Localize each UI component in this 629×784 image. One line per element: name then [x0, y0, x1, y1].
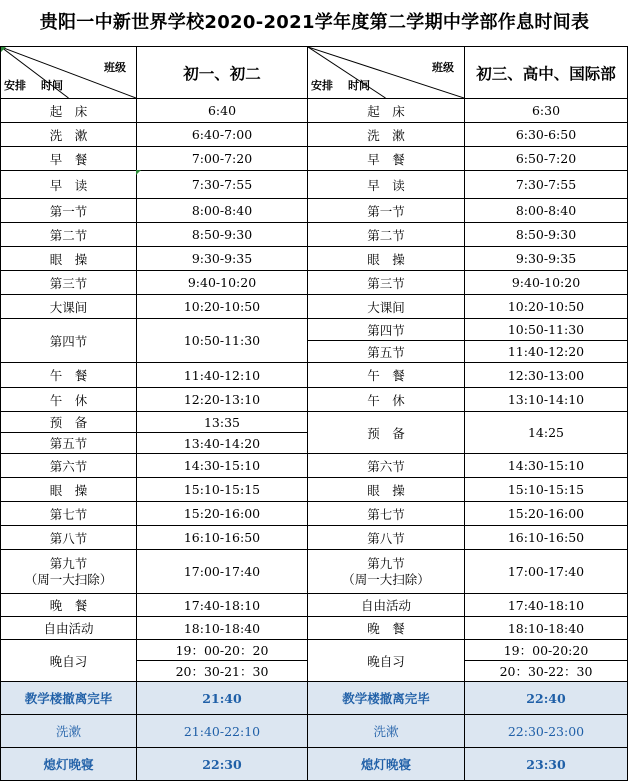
time-cell: 22:30	[137, 748, 308, 781]
time-cell: 7:00-7:20	[137, 147, 308, 171]
class-label: 班级	[432, 61, 454, 74]
time-cell: 6:40-7:00	[137, 123, 308, 147]
time-cell: 10:50-11:30	[465, 319, 628, 341]
arrange-label: 安排	[311, 79, 333, 92]
activity-cell: 眼 操	[1, 478, 137, 502]
activity-cell: 第四节	[1, 319, 137, 363]
time-cell: 21:40	[137, 682, 308, 715]
time-cell: 9:30-9:35	[137, 247, 308, 271]
activity-cell: 大课间	[1, 295, 137, 319]
activity-cell: 第八节	[1, 526, 137, 550]
activity-cell: 午 餐	[308, 363, 465, 388]
activity-cell: 第四节	[308, 319, 465, 341]
time-cell: 23:30	[465, 748, 628, 781]
time-cell: 9:30-9:35	[465, 247, 628, 271]
table-row	[1, 454, 628, 478]
time-cell: 17:00-17:40	[465, 550, 628, 594]
page-title: 贵阳一中新世界学校2020-2021学年度第二学期中学部作息时间表	[39, 12, 590, 33]
time-cell: 19：00-20：20	[137, 640, 308, 661]
activity-cell: 晚自习	[308, 640, 465, 682]
time-cell: 12:30-13:00	[465, 363, 628, 388]
time-cell: 11:40-12:20	[465, 341, 628, 363]
time-cell: 11:40-12:10	[137, 363, 308, 388]
table-row	[1, 171, 628, 199]
time-cell: 17:40-18:10	[137, 594, 308, 617]
time-cell: 15:10-15:15	[137, 478, 308, 502]
activity-cell: 午 休	[1, 388, 137, 412]
activity-cell: 眼 操	[308, 478, 465, 502]
time-cell: 18:10-18:40	[137, 617, 308, 640]
table-row	[1, 147, 628, 171]
time-cell: 17:40-18:10	[465, 594, 628, 617]
table-row	[1, 199, 628, 223]
class-label: 班级	[104, 61, 126, 74]
time-cell: 15:10-15:15	[465, 478, 628, 502]
activity-cell: 第七节	[1, 502, 137, 526]
table-row	[1, 550, 628, 594]
time-cell: 22:30-23:00	[465, 715, 628, 748]
time-cell: 6:40	[137, 99, 308, 123]
table-row	[1, 715, 628, 748]
time-cell: 22:40	[465, 682, 628, 715]
activity-cell: 早 餐	[1, 147, 137, 171]
activity-cell: 早 餐	[308, 147, 465, 171]
activity-cell: 洗漱	[1, 715, 137, 748]
cell-comment-marker	[1, 47, 6, 52]
time-cell: 8:00-8:40	[465, 199, 628, 223]
activity-cell: 第六节	[308, 454, 465, 478]
activity-cell: 晚 餐	[308, 617, 465, 640]
activity-cell: 教学楼撤离完毕	[1, 682, 137, 715]
header-corner-right	[308, 47, 465, 99]
header-row	[1, 47, 628, 99]
activity-cell: 洗漱	[308, 715, 465, 748]
activity-cell: 午 餐	[1, 363, 137, 388]
time-cell: 16:10-16:50	[465, 526, 628, 550]
table-row	[1, 319, 628, 341]
time-label: 时间	[348, 79, 370, 92]
time-cell: 12:20-13:10	[137, 388, 308, 412]
activity-cell	[308, 550, 465, 594]
activity-cell: 第三节	[1, 271, 137, 295]
table-row	[1, 748, 628, 781]
activity-note: （周一大扫除）	[342, 571, 430, 587]
activity-note: （周一大扫除）	[24, 571, 113, 587]
activity-cell: 熄灯晚寝	[308, 748, 465, 781]
activity-cell: 教学楼撤离完毕	[308, 682, 465, 715]
activity-cell: 熄灯晚寝	[1, 748, 137, 781]
activity-cell	[1, 550, 137, 594]
table-row	[1, 295, 628, 319]
time-cell: 10:20-10:50	[465, 295, 628, 319]
time-cell: 8:00-8:40	[137, 199, 308, 223]
schedule-table	[0, 46, 629, 781]
time-cell: 20：30-21：30	[137, 661, 308, 682]
table-row	[1, 640, 628, 661]
time-cell: 8:50-9:30	[465, 223, 628, 247]
activity-cell: 自由活动	[308, 594, 465, 617]
table-row	[1, 388, 628, 412]
time-cell: 13:40-14:20	[137, 433, 308, 454]
group-header-left: 初一、初二	[137, 47, 308, 99]
time-cell: 20：30-22：30	[465, 661, 628, 682]
time-cell: 6:30	[465, 99, 628, 123]
table-row	[1, 682, 628, 715]
activity-line: 第九节	[49, 555, 88, 571]
time-cell: 16:10-16:50	[137, 526, 308, 550]
activity-cell: 洗 漱	[308, 123, 465, 147]
activity-cell: 大课间	[308, 295, 465, 319]
time-cell: 6:50-7:20	[465, 147, 628, 171]
header-corner-left	[1, 47, 137, 99]
activity-cell: 早 读	[308, 171, 465, 199]
activity-cell: 晚自习	[1, 640, 137, 682]
activity-cell: 起 床	[308, 99, 465, 123]
activity-cell: 预 备	[1, 412, 137, 433]
time-cell: 9:40-10:20	[137, 271, 308, 295]
time-cell: 6:30-6:50	[465, 123, 628, 147]
table-row	[1, 412, 628, 433]
time-cell: 14:25	[465, 412, 628, 454]
activity-cell: 早 读	[1, 171, 137, 199]
table-row	[1, 247, 628, 271]
table-row	[1, 502, 628, 526]
activity-cell: 眼 操	[308, 247, 465, 271]
table-row	[1, 478, 628, 502]
time-cell: 8:50-9:30	[137, 223, 308, 247]
time-cell: 10:20-10:50	[137, 295, 308, 319]
table-row	[1, 594, 628, 617]
activity-cell: 自由活动	[1, 617, 137, 640]
time-cell: 18:10-18:40	[465, 617, 628, 640]
activity-cell: 第七节	[308, 502, 465, 526]
arrange-label: 安排	[4, 79, 26, 92]
activity-cell: 第一节	[308, 199, 465, 223]
activity-cell: 第一节	[1, 199, 137, 223]
time-cell: 15:20-16:00	[465, 502, 628, 526]
activity-cell: 第二节	[1, 223, 137, 247]
time-cell: 9:40-10:20	[465, 271, 628, 295]
time-cell: 14:30-15:10	[137, 454, 308, 478]
table-row	[1, 617, 628, 640]
activity-cell: 第五节	[308, 341, 465, 363]
time-cell: 21:40-22:10	[137, 715, 308, 748]
table-row	[1, 526, 628, 550]
time-cell: 10:50-11:30	[137, 319, 308, 363]
time-cell: 17:00-17:40	[137, 550, 308, 594]
activity-cell: 第八节	[308, 526, 465, 550]
table-row	[1, 271, 628, 295]
activity-cell: 晚 餐	[1, 594, 137, 617]
time-cell: 7:30-7:55	[465, 171, 628, 199]
activity-cell: 预 备	[308, 412, 465, 454]
time-cell: 14:30-15:10	[465, 454, 628, 478]
time-cell: 19：00-20:20	[465, 640, 628, 661]
time-label: 时间	[41, 79, 63, 92]
activity-cell: 洗 漱	[1, 123, 137, 147]
activity-cell: 第五节	[1, 433, 137, 454]
activity-cell: 第二节	[308, 223, 465, 247]
time-cell: 15:20-16:00	[137, 502, 308, 526]
activity-cell: 第三节	[308, 271, 465, 295]
table-row	[1, 363, 628, 388]
time-cell: 7:30-7:55	[137, 171, 308, 199]
activity-cell: 眼 操	[1, 247, 137, 271]
activity-cell: 第六节	[1, 454, 137, 478]
table-row	[1, 123, 628, 147]
time-cell: 13:35	[137, 412, 308, 433]
activity-line: 第九节	[367, 555, 405, 571]
cell-comment-marker	[136, 170, 141, 175]
table-row	[1, 99, 628, 123]
table-row	[1, 223, 628, 247]
time-cell: 13:10-14:10	[465, 388, 628, 412]
activity-cell: 午 休	[308, 388, 465, 412]
group-header-right: 初三、高中、国际部	[465, 47, 628, 99]
activity-cell: 起 床	[1, 99, 137, 123]
